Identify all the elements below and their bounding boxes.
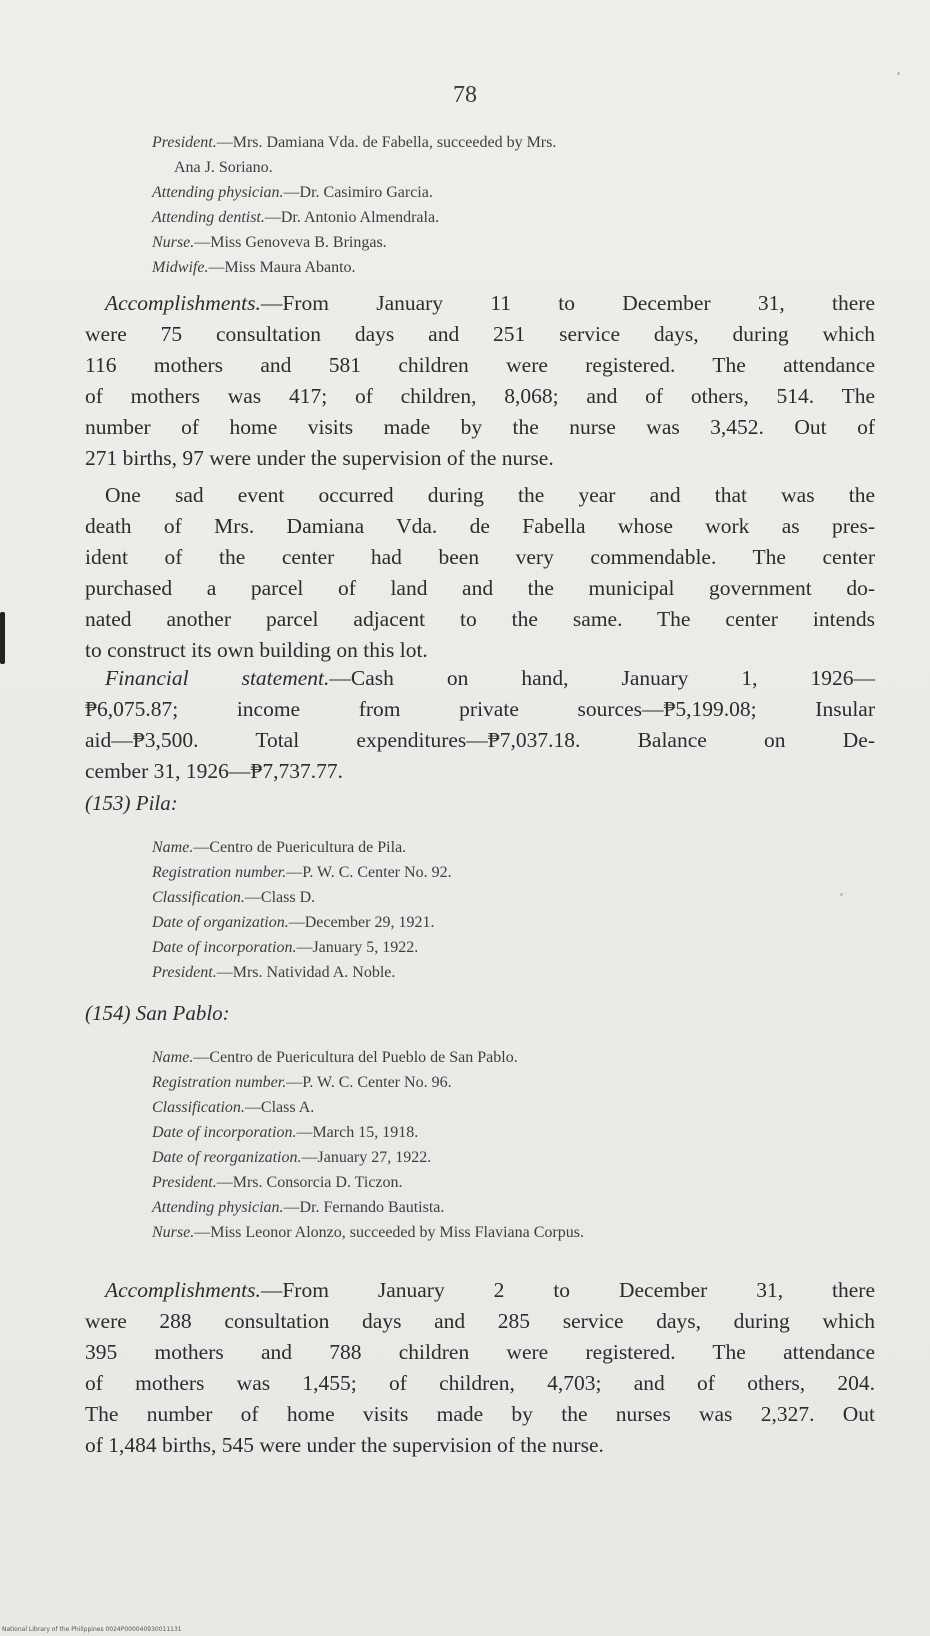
entry-text: —P. W. C. Center No. 96. [286, 1074, 452, 1091]
line-text: 116 mothers and 581 children were registered. The attendance [85, 353, 875, 377]
text-line [85, 319, 875, 350]
entry-line [152, 1145, 584, 1170]
entry-line [152, 155, 556, 180]
text-line [85, 443, 875, 474]
text-line [85, 1306, 875, 1337]
entry-text: —Mrs. Natividad A. Noble. [216, 964, 396, 981]
entry-line [152, 1095, 584, 1120]
section-name: Pila: [135, 791, 178, 815]
section-heading-san-pablo [85, 1001, 230, 1026]
entry-text: —Dr. Casimiro Garcia. [283, 184, 433, 201]
entry-label: Name. [152, 839, 194, 856]
san-pablo-center-details [152, 1045, 584, 1245]
text-line [85, 725, 875, 756]
entry-label: Date of incorporation. [152, 939, 297, 956]
pila-center-details [152, 835, 452, 985]
text-line: death of Mrs. Damiana Vda. de Fabella whose work as pres- [85, 514, 875, 538]
entry-text: —Miss Genoveva B. Bringas. [194, 234, 387, 251]
entry-label: Attending dentist. [152, 209, 265, 226]
entry-line [152, 1120, 584, 1145]
section-number: (154) [85, 1001, 131, 1025]
entry-line [152, 835, 452, 860]
accomplishments-paragraph [85, 288, 875, 474]
run-in-heading: Accomplishments. [105, 291, 261, 315]
entry-line [152, 180, 556, 205]
line-text: —From January 2 to December 31, there [260, 1278, 875, 1302]
line-text: of mothers was 417; of children, 8,068; and of others, 514. The [85, 384, 875, 408]
text-line: nated another parcel adjacent to the same. The center intends [85, 607, 875, 631]
run-in-heading: Accomplishments. [105, 1278, 261, 1302]
text-line [85, 288, 875, 319]
line-text: —From January 11 to December 31, there [260, 291, 875, 315]
text-line [85, 663, 875, 694]
entry-line [152, 885, 452, 910]
line-text: of 1,484 births, 545 were under the supervision of the nurse. [85, 1433, 604, 1457]
line-text: number of home visits made by the nurse was 3,452. Out of [85, 415, 875, 439]
entry-text: —Miss Leonor Alonzo, succeeded by Miss Flaviana Corpus. [194, 1224, 584, 1241]
text-line [85, 694, 875, 725]
line-text: ₱6,075.87; income from private sources—₱5,199.08; Insular [85, 697, 875, 721]
entry-text: —March 15, 1918. [296, 1124, 419, 1141]
text-line [85, 1368, 875, 1399]
entry-label: Midwife. [152, 259, 209, 276]
entry-line [152, 1220, 584, 1245]
entry-text: —Miss Maura Abanto. [208, 259, 356, 276]
entry-label: Classification. [152, 889, 245, 906]
entry-line [152, 130, 556, 155]
entry-label: Classification. [152, 1099, 245, 1116]
text-line: One sad event occurred during the year and that was the [105, 483, 875, 507]
page-number: 78 [453, 82, 477, 108]
scan-edge-mark [0, 612, 5, 664]
entry-label: Date of incorporation. [152, 1124, 297, 1141]
entry-line [152, 960, 452, 985]
entry-line [152, 1195, 584, 1220]
financial-statement-paragraph [85, 663, 875, 787]
entry-label: President. [152, 964, 217, 981]
text-line [85, 381, 875, 412]
text-line [85, 1399, 875, 1430]
text-line [85, 1430, 875, 1461]
entry-label: Nurse. [152, 1224, 195, 1241]
entry-line [152, 860, 452, 885]
entry-text: Ana J. Soriano. [174, 159, 273, 176]
entry-text: —Class A. [244, 1099, 315, 1116]
entry-line [152, 1170, 584, 1195]
entry-text: —January 5, 1922. [296, 939, 419, 956]
entry-text: —January 27, 1922. [301, 1149, 432, 1166]
entry-line [152, 230, 556, 255]
text-line: to construct its own building on this lot. [85, 638, 428, 662]
entry-text: —P. W. C. Center No. 92. [286, 864, 452, 881]
entry-label: President. [152, 1174, 217, 1191]
scan-footer-tag: National Library of the Philippines 0024P000040930011131 [2, 1626, 182, 1633]
line-text: The number of home visits made by the nurses was 2,327. Out [85, 1402, 875, 1426]
section-number: (153) [85, 791, 131, 815]
entry-label: Registration number. [152, 864, 287, 881]
line-text: 271 births, 97 were under the supervision of the nurse. [85, 446, 554, 470]
san-pablo-accomplishments-paragraph [85, 1275, 875, 1461]
entry-line [152, 935, 452, 960]
text-line: purchased a parcel of land and the municipal government do- [85, 576, 875, 600]
entry-line [152, 205, 556, 230]
text-line [85, 1337, 875, 1368]
officers-list [152, 130, 556, 280]
entry-label: Registration number. [152, 1074, 287, 1091]
scan-speck [897, 72, 900, 75]
entry-text: —Dr. Fernando Bautista. [283, 1199, 445, 1216]
entry-text: —Centro de Puericultura del Pueblo de San Pablo. [193, 1049, 518, 1066]
text-line [85, 756, 875, 787]
entry-label: President. [152, 134, 217, 151]
line-text: of mothers was 1,455; of children, 4,703; and of others, 204. [85, 1371, 875, 1395]
line-text: aid—₱3,500. Total expenditures—₱7,037.18. Balance on De- [85, 728, 875, 752]
entry-text: —Dr. Antonio Almendrala. [264, 209, 440, 226]
line-text: —Cash on hand, January 1, 1926— [329, 666, 876, 690]
section-name: San Pablo: [135, 1001, 230, 1025]
line-text: 395 mothers and 788 children were registered. The attendance [85, 1340, 875, 1364]
entry-text: —Mrs. Damiana Vda. de Fabella, succeeded by Mrs. [216, 134, 557, 151]
text-line: ident of the center had been very commendable. The center [85, 545, 875, 569]
line-text: were 288 consultation days and 285 service days, during which [85, 1309, 875, 1333]
entry-label: Name. [152, 1049, 194, 1066]
entry-label: Date of reorganization. [152, 1149, 302, 1166]
entry-label: Attending physician. [152, 1199, 284, 1216]
entry-label: Date of organization. [152, 914, 289, 931]
text-line [85, 350, 875, 381]
line-text: cember 31, 1926—₱7,737.77. [85, 759, 343, 783]
entry-label: Nurse. [152, 234, 195, 251]
entry-line [152, 1045, 584, 1070]
scan-speck [840, 893, 843, 896]
entry-text: —Mrs. Consorcia D. Ticzon. [216, 1174, 403, 1191]
text-line [85, 412, 875, 443]
entry-text: —December 29, 1921. [288, 914, 435, 931]
line-text: were 75 consultation days and 251 service days, during which [85, 322, 875, 346]
entry-line [152, 255, 556, 280]
entry-line [152, 910, 452, 935]
entry-label: Attending physician. [152, 184, 284, 201]
run-in-heading: Financial statement. [105, 666, 330, 690]
section-heading-pila [85, 791, 178, 816]
entry-line [152, 1070, 584, 1095]
entry-text: —Class D. [244, 889, 316, 906]
text-line [85, 1275, 875, 1306]
sad-event-paragraph [85, 480, 875, 666]
entry-text: —Centro de Puericultura de Pila. [193, 839, 407, 856]
